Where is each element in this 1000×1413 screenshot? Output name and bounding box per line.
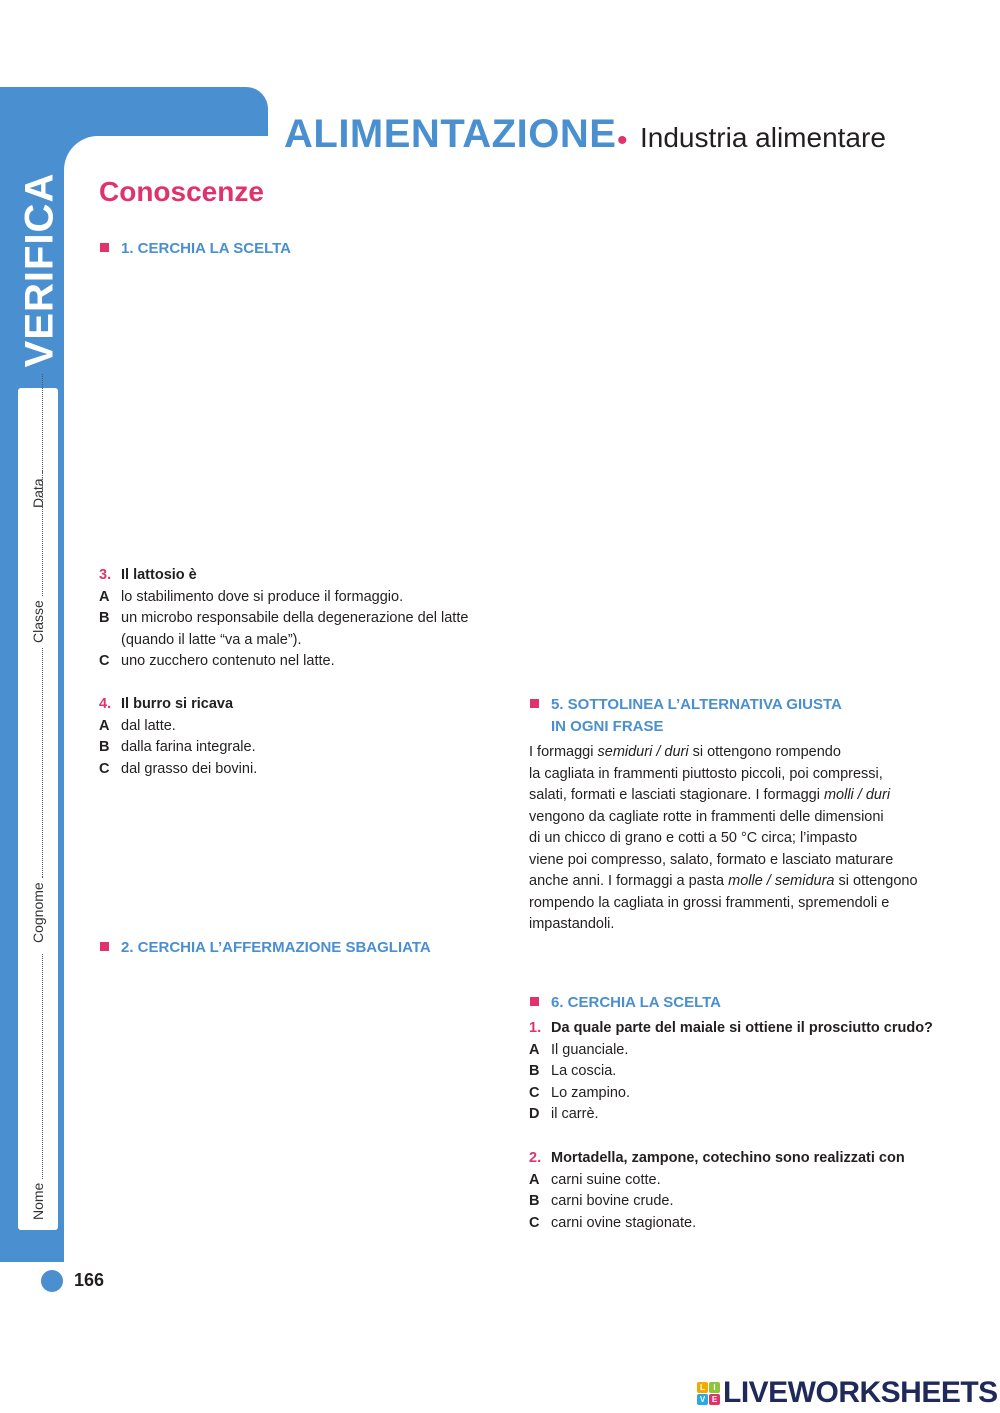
logo-blocks-icon — [697, 1382, 720, 1405]
band-bottom-mask — [64, 1262, 1000, 1282]
text-run: si ottengono rompendo — [688, 744, 841, 760]
option-letter: B — [99, 739, 110, 755]
page-subtitle: Industria alimentare — [640, 122, 886, 153]
option-letter: C — [529, 1214, 540, 1231]
option-letter: C — [99, 760, 110, 777]
text-line: vengono da cagliate rotte in frammenti delle dimensioni — [529, 808, 884, 825]
verifica-label — [10, 172, 70, 368]
section-heading: Conoscenze — [99, 176, 264, 207]
question-3 — [99, 565, 519, 673]
question-title — [529, 1148, 969, 1170]
bullet-square-icon — [530, 699, 539, 708]
verifica-text: VERIFICA — [17, 172, 62, 368]
option-b[interactable] — [99, 608, 519, 630]
option-letter: A — [99, 717, 110, 734]
exercise-2-heading-text: 2. CERCHIA L’AFFERMAZIONE SBAGLIATA — [121, 939, 431, 956]
alternative-1[interactable]: semiduri / duri — [597, 744, 689, 760]
bullet-square-icon — [530, 997, 539, 1006]
question-text: Il lattosio è — [121, 567, 197, 583]
option-text: uno zucchero contenuto nel latte. — [121, 653, 335, 669]
exercise-6-heading-text: 6. CERCHIA LA SCELTA — [551, 994, 722, 1011]
exercise-6-question-2 — [529, 1148, 969, 1234]
question-text: Mortadella, zampone, cotechino sono realizzati con — [551, 1150, 905, 1166]
exercise-2-heading — [100, 937, 431, 959]
title-separator: • — [617, 124, 628, 157]
name-line[interactable] — [41, 954, 43, 1179]
text-line: la cagliata in frammenti piuttosto piccoli, poi compressi, — [529, 765, 883, 782]
name-field[interactable] — [18, 943, 58, 1220]
text-run: anche anni. I formaggi a pasta — [529, 873, 729, 889]
option-a[interactable] — [529, 1170, 969, 1192]
option-text: dal latte. — [121, 717, 176, 734]
question-4-title — [99, 694, 519, 716]
surname-field[interactable] — [18, 643, 58, 943]
option-c[interactable] — [529, 1083, 969, 1105]
question-number: 2. — [529, 1150, 542, 1166]
surname-line[interactable] — [41, 648, 43, 878]
alternative-2[interactable]: molli / duri — [823, 787, 891, 803]
page-number: 166 — [74, 1270, 105, 1290]
page-title: ALIMENTAZIONE — [284, 112, 617, 156]
exercise-5-heading — [530, 694, 842, 738]
page-number-dot — [41, 1270, 63, 1292]
question-3-title — [99, 565, 519, 587]
option-text: carni suine cotte. — [551, 1171, 661, 1188]
option-c[interactable] — [529, 1213, 969, 1235]
option-text: La coscia. — [551, 1063, 617, 1079]
exercise-5-paragraph — [529, 742, 949, 936]
option-letter: D — [529, 1106, 540, 1122]
text-line: viene poi compresso, salato, formato e lasciato maturare — [529, 851, 894, 868]
exercise-6-question-1 — [529, 1018, 969, 1126]
option-letter: A — [529, 1041, 540, 1058]
exercise-5-heading-line-2: IN OGNI FRASE — [551, 718, 664, 735]
text-run: salati, formati e lasciati stagionare. I formaggi — [529, 787, 824, 803]
option-letter: B — [99, 610, 110, 626]
student-info-strip — [18, 388, 58, 1230]
question-text: Il burro si ricava — [121, 696, 234, 712]
option-text: il carrè. — [551, 1106, 599, 1122]
text-line: di un chicco di grano e cotti a 50 °C circa; l’impasto — [529, 830, 858, 846]
logo-text: LIVEWORKSHEETS — [723, 1376, 998, 1409]
logo-block: I — [709, 1382, 720, 1393]
exercise-6-heading — [530, 992, 721, 1014]
bullet-square-icon — [100, 243, 109, 252]
option-b[interactable] — [529, 1191, 969, 1213]
option-text: Il guanciale. — [551, 1041, 629, 1058]
option-a[interactable] — [529, 1040, 969, 1062]
option-d[interactable] — [529, 1104, 969, 1126]
option-letter: B — [529, 1063, 540, 1079]
option-text: un microbo responsabile della degenerazione del latte — [121, 610, 469, 626]
option-b-continued — [99, 630, 519, 652]
option-b[interactable] — [99, 737, 519, 759]
question-number: 3. — [99, 567, 112, 583]
date-line[interactable] — [41, 374, 43, 474]
option-c[interactable] — [99, 651, 519, 673]
class-label: Classe — [30, 600, 46, 643]
option-a[interactable] — [99, 587, 519, 609]
option-letter: C — [99, 653, 110, 669]
question-4 — [99, 694, 519, 780]
option-a[interactable] — [99, 716, 519, 738]
bullet-square-icon — [100, 942, 109, 951]
logo-block: V — [697, 1394, 708, 1405]
exercise-1-heading-text: 1. CERCHIA LA SCELTA — [121, 240, 292, 257]
text-line: impastandoli. — [529, 916, 615, 932]
text-line: rompendo la cagliata in grossi frammenti, spremendoli e — [529, 894, 890, 911]
option-text: dalla farina integrale. — [121, 739, 256, 755]
option-text: (quando il latte “va a male”). — [121, 631, 302, 648]
surname-label: Cognome — [30, 882, 46, 943]
class-line[interactable] — [41, 471, 43, 596]
option-text: carni bovine crude. — [551, 1193, 674, 1209]
question-number: 1. — [529, 1020, 542, 1036]
option-letter: C — [529, 1084, 540, 1101]
question-number: 4. — [99, 696, 112, 712]
option-text: Lo zampino. — [551, 1084, 630, 1101]
date-label: Data — [30, 478, 46, 508]
alternative-3[interactable]: molle / semidura — [728, 873, 835, 889]
exercise-5-heading-line-1: 5. SOTTOLINEA L’ALTERNATIVA GIUSTA — [551, 696, 842, 713]
text-run: I formaggi — [529, 744, 598, 760]
liveworksheets-logo[interactable] — [697, 1376, 998, 1410]
option-letter: A — [99, 588, 110, 605]
option-text: carni ovine stagionate. — [551, 1214, 697, 1231]
logo-block: E — [709, 1394, 720, 1405]
question-title — [529, 1018, 969, 1040]
option-text: dal grasso dei bovini. — [121, 760, 258, 777]
logo-block: L — [697, 1382, 708, 1393]
class-field[interactable] — [18, 508, 58, 643]
exercise-1-heading — [100, 238, 291, 260]
option-letter: B — [529, 1193, 540, 1209]
name-label: Nome — [30, 1182, 46, 1220]
text-run: si ottengono — [834, 873, 918, 889]
option-letter: A — [529, 1171, 540, 1188]
option-c[interactable] — [99, 759, 519, 781]
option-b[interactable] — [529, 1061, 969, 1083]
question-text: Da quale parte del maiale si ottiene il prosciutto crudo? — [551, 1020, 933, 1036]
option-text: lo stabilimento dove si produce il formaggio. — [121, 588, 404, 605]
